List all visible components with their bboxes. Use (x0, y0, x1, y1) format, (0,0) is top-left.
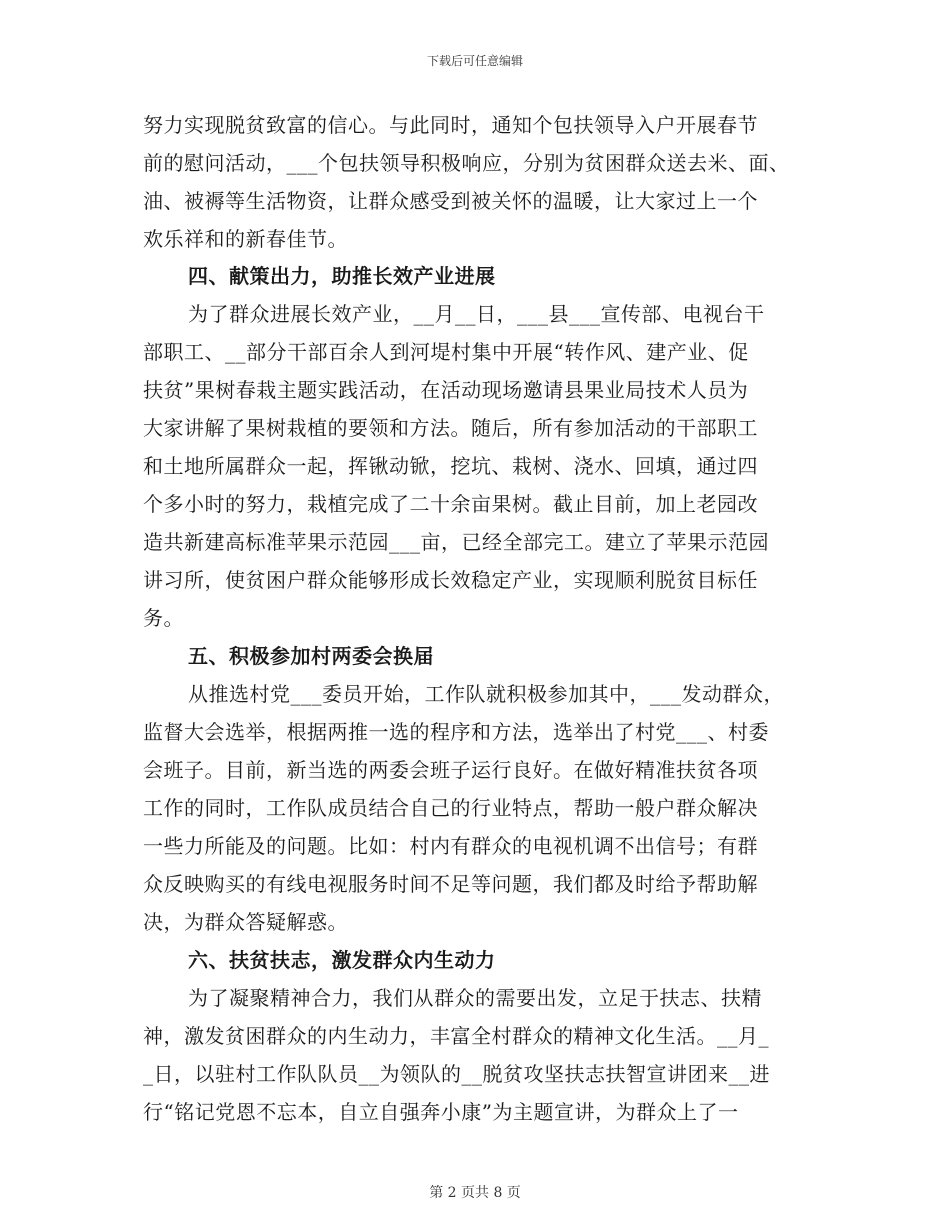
section-heading: 五、积极参加村两委会换届 (188, 644, 434, 668)
paragraph-line: 部职工、__部分干部百余人到河堤村集中开展“转作风、建产业、促 (143, 340, 749, 364)
paragraph-line: 神，激发贫困群众的内生动力，丰富全村群众的精神文化生活。__月_ (143, 1024, 769, 1048)
paragraph-line: 为了群众进展长效产业，__月__日，___县___宣传部、电视台干 (188, 302, 765, 326)
paragraph-line: 扶贫”果树春栽主题实践活动，在活动现场邀请县果业局技术人员为 (143, 378, 749, 402)
paragraph-line: 努力实现脱贫致富的信心。与此同时，通知个包扶领导入户开展春节 (143, 113, 758, 137)
paragraph-line: 行“铭记党恩不忘本，自立自强奔小康”为主题宣讲，为群众上了一 (143, 1100, 739, 1124)
paragraph-line: 和土地所属群众一起，挥锹动锨，挖坑、栽树、浇水、回填，通过四 (143, 454, 758, 478)
page-footer: 第 2 页共 8 页 (429, 1185, 521, 1201)
paragraph-line: 从推选村党___委员开始，工作队就积极参加其中，___发动群众， (188, 682, 784, 706)
paragraph-line: _日，以驻村工作队队员__为领队的__脱贫攻坚扶志扶智宣讲团来__进 (143, 1062, 770, 1086)
paragraph-line: 众反映购买的有线电视服务时间不足等问题，我们都及时给予帮助解 (143, 872, 758, 896)
paragraph-line: 决，为群众答疑解惑。 (143, 910, 348, 934)
paragraph-line: 监督大会选举，根据两推一选的程序和方法，选举出了村党___、村委 (143, 720, 769, 744)
section-heading: 四、献策出力，助推长效产业进展 (188, 264, 496, 288)
paragraph-line: 务。 (143, 606, 184, 630)
paragraph-line: 工作的同时，工作队成员结合自己的行业特点，帮助一般户群众解决 (143, 796, 758, 820)
paragraph-line: 前的慰问活动，___个包扶领导积极响应，分别为贫困群众送去米、面、 (143, 151, 790, 175)
paragraph-line: 讲习所，使贫困户群众能够形成长效稳定产业，实现顺利脱贫目标任 (143, 568, 758, 592)
paragraph-line: 个多小时的努力，栽植完成了二十余亩果树。截止目前，加上老园改 (143, 492, 758, 516)
paragraph-line: 造共新建高标准苹果示范园___亩，已经全部完工。建立了苹果示范园 (143, 530, 769, 554)
paragraph-line: 欢乐祥和的新春佳节。 (143, 227, 348, 251)
page-header: 下载后可任意编辑 (426, 54, 523, 68)
section-heading: 六、扶贫扶志，激发群众内生动力 (188, 948, 496, 972)
paragraph-line: 一些力所能及的问题。比如：村内有群众的电视机调不出信号；有群 (143, 834, 758, 858)
paragraph-line: 大家讲解了果树栽植的要领和方法。随后，所有参加活动的干部职工 (143, 416, 758, 440)
paragraph-line: 会班子。目前，新当选的两委会班子运行良好。在做好精准扶贫各项 (143, 758, 758, 782)
paragraph-line: 为了凝聚精神合力，我们从群众的需要出发，立足于扶志、扶精 (188, 986, 762, 1010)
paragraph-line: 油、被褥等生活物资，让群众感受到被关怀的温暖，让大家过上一个 (143, 189, 758, 213)
